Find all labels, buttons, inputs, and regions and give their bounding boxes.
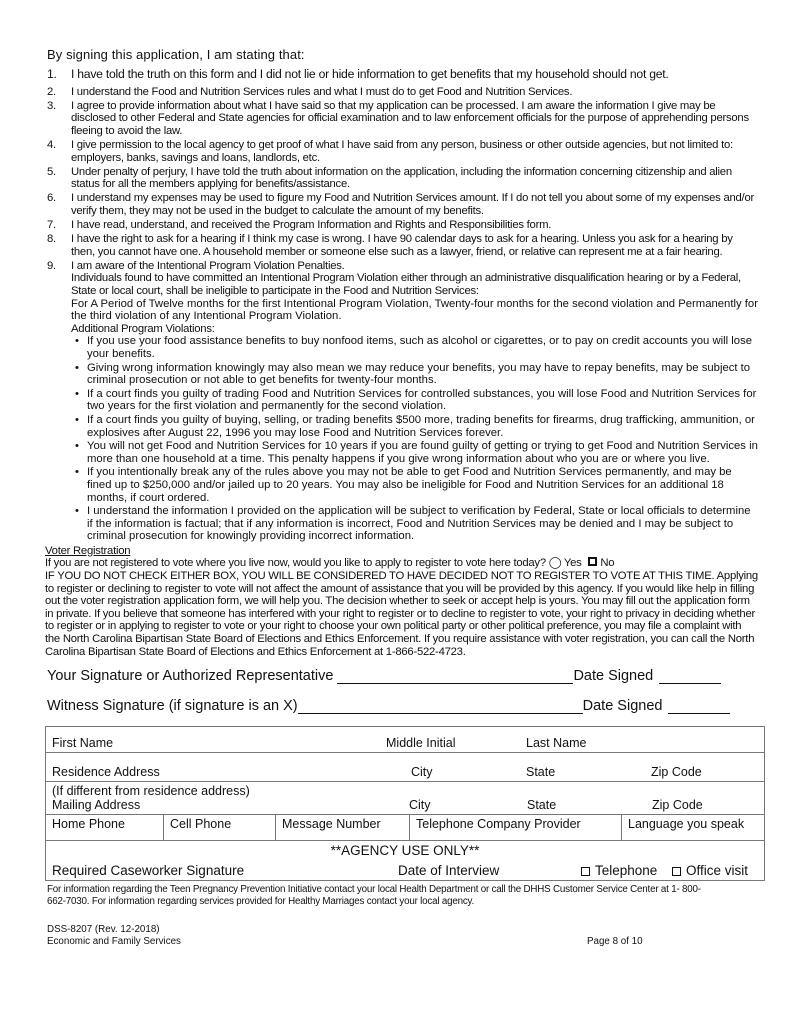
no-checkbox[interactable] <box>588 557 597 566</box>
statement-item: 7. I have read, understand, and received the Program Information and Rights and Responsibilities form. <box>47 219 552 232</box>
statement-item: 2. I understand the Food and Nutrition Services rules and what I must do to get Food and Nutrition Services. <box>47 85 573 98</box>
additional-violations-label: Additional Program Violations: <box>71 322 215 335</box>
witness-date-field[interactable] <box>668 700 730 714</box>
office-visit-checkbox[interactable] <box>672 867 681 876</box>
telephone-checkbox[interactable] <box>581 867 590 876</box>
mailing-row[interactable]: (If different from residence address) Mailing Address City State Zip Code <box>46 782 765 815</box>
statement-item: 4. I give permission to the local agency to get proof of what I have said from any person, business or other outside agencies, but not limited to: employers, banks, savings and loans, landlords, etc. <box>47 138 733 164</box>
cell-phone-cell[interactable]: Cell Phone <box>164 815 276 841</box>
violation-bullet: • If a court finds you guilty of buying, selling, or trading benefits $500 more, trading benefits for firearms, drug trafficking, ammunition, or explosives after August 22, 1996 you may lose Food and Nutrition Services forever. <box>75 414 759 439</box>
statement-item: 8. I have the right to ask for a hearing if I think my case is wrong. I have 90 calendar days to ask for a hearing. Unless you ask for a hearing by then, you cannot have one. A household member or someone else such as a lawyer, friend, or relative can represent me at a fair hearing. <box>47 233 733 258</box>
violation-bullet: • If you intentionally break any of the rules above you may not be able to get Food and Nutrition Services permanently, and may be fined up to $250,000 and/or jailed up to 20 years. You may also be ineligible for Food and Nutrition Services for an additional 18 months, if court ordered. <box>75 466 759 504</box>
agency-use-row: **AGENCY USE ONLY** Required Caseworker Signature Date of Interview Telephone Office visit <box>46 841 765 881</box>
statement-item: 9. I am aware of the Intentional Program Violation Penalties. Individuals found to have committed an Intentional Program Violation either through an administrative disqualification hearing or by a Federal, State or local court, shall be ineligible to participate in the Food and Nutrition Services: For A Period of Twelve months for the first Intentional Program Violation, Twenty-four months for the second violation and Permanently for the third violation of any Intentional Program Violation. Additional Program Violations: • If you use your food assistance benefits to buy nonfood items, such as alcohol or cigarettes, or to pay on credit accounts you will lose your benefits. • Giving wrong information knowingly may also mean we may reduce your benefits, you may have to repay benefits, may be subject to criminal prosecution or not able to get benefits for twenty-four months. • If a court finds you guilty of trading Food and Nutrition Services for controlled substances, you will lose Food and Nutrition Services for two years for the first violation and permanently for the second violation. • If a court finds you guilty of buying, selling, or trading benefits $500 more, trading benefits for firearms, drug trafficking, ammunition, or explosives after August 22, 1996 you may lose Food and Nutrition Services forever. • You will not get Food and Nutrition Services for 10 years if you are found guilty of getting or trying to get Food and Nutrition Services in more than one household at a time. This penalty happens if you give wrong information about who you are or where you live. • If you intentionally break any of the rules above you may not be able to get Food and Nutrition Services permanently, and may be fined up to $250,000 and/or jailed up to 20 years. You may also be ineligible for Food and Nutrition Services for an additional 18 months, if court ordered. • I understand the information I provided on the application will be subject to verification by Federal, State or local officials to determine if the information is factual; that if any information is incorrect, Food and Nutrition Services may be denied and I may be subject to criminal prosecution for knowingly providing incorrect information. <box>47 260 759 543</box>
voter-registration-section <box>45 545 759 658</box>
name-row[interactable]: First Name Middle Initial Last Name <box>46 727 765 753</box>
message-number-cell[interactable]: Message Number <box>276 815 410 841</box>
voter-body: IF YOU DO NOT CHECK EITHER BOX, YOU WILL BE CONSIDERED TO HAVE DECIDED NOT TO REGISTER TO VOTE AT THIS TIME. Applying to register or declining to register to vote will not affect the amount of assistance that you will be provided by this agency. If you would like help in filling out the voter registration application form, we will help you. The decision whether to seek or accept help is yours. You may fill out the application form in private. If you believe that someone has interfered with your right to register or to decline to register to vote, your right to privacy in deciding whether to register or in applying to register to vote or your right to choose your own political party or other political preference, you may file a complaint with the North Carolina Bipartisan State Board of Elections and Ethics Enforcement. If you require assistance with voter registration, you can call the North Carolina Bipartisan State Board of Elections and Ethics Enforcement at 1-866-522-4723. <box>45 570 758 658</box>
voter-heading: Voter Registration <box>45 544 131 557</box>
date-signed-field[interactable] <box>659 670 721 684</box>
violation-bullet: • I understand the information I provided on the application will be subject to verification by Federal, State or local officials to determine if the information is factual; that if any information is incorrect, Food and Nutrition Services may be denied and I may be subject to criminal prosecution for knowingly providing incorrect information. <box>75 505 759 543</box>
document-page <box>47 47 759 948</box>
statement-list <box>47 68 759 543</box>
your-signature-row: Your Signature or Authorized Representative Date Signed <box>47 662 759 684</box>
statement-item: 6. I understand my expenses may be used to figure my Food and Nutrition Services amount. If I do not tell you about some of my expenses and/or verify them, they may not be used in the budget to calculate the amount of my benefits. <box>47 192 754 217</box>
home-phone-cell[interactable]: Home Phone <box>46 815 164 841</box>
statement-item: 5. Under penalty of perjury, I have told the truth about information on the application, including the information concerning citizenship and alien status for all the members applying for benefits/assistance. <box>47 165 732 191</box>
intro-heading: By signing this application, I am stating that: <box>47 47 305 62</box>
violation-bullet: • If you use your food assistance benefits to buy nonfood items, such as alcohol or cigarettes, or to pay on credit accounts you will lose your benefits. <box>75 335 759 360</box>
footer-info: For information regarding the Teen Pregnancy Prevention Initiative contact your local Health Department or call the DHHS Customer Service Center at 1- 800-662-7030. For information regarding services provided for Healthy Marriages contact your local agency. <box>47 884 701 908</box>
yes-radio[interactable]: ◯ <box>548 557 562 570</box>
telephone-provider-cell[interactable]: Telephone Company Provider <box>410 815 622 841</box>
ipv-periods: For A Period of Twelve months for the first Intentional Program Violation, Twenty-four months for the second violation and Permanently for the third violation of any Intentional Program Violation. <box>71 297 758 323</box>
voter-question: If you are not registered to vote where you live now, would you like to apply to register to vote here today? ◯ Yes No <box>45 557 615 570</box>
witness-signature-row: Witness Signature (if signature is an X) Date Signed <box>47 692 759 714</box>
witness-signature-field[interactable] <box>298 700 583 714</box>
statement-item: 1. I have told the truth on this form and I did not lie or hide information to get benefits that my household should not get. <box>47 67 669 81</box>
applicant-info-table <box>45 726 765 881</box>
violation-bullet: • Giving wrong information knowingly may also mean we may reduce your benefits, you may have to repay benefits, may be subject to criminal prosecution or not able to get benefits for twenty-four months. <box>75 362 759 387</box>
statement-item: 3. I agree to provide information about what I have said so that my application can be processed. I am aware the information I give may be disclosed to other Federal and State agencies for official examination and to law enforcement officials for the purpose of apprehending persons fleeing to avoid the law. <box>47 99 749 137</box>
ipv-paragraph: Individuals found to have committed an Intentional Program Violation either through an administrative disqualification hearing or by a Federal, State or local court, shall be ineligible to participate in the Food and Nutrition Services: <box>71 272 741 297</box>
your-signature-field[interactable] <box>337 670 573 684</box>
page-number: Page 8 of 10 <box>587 936 643 948</box>
language-cell[interactable]: Language you speak <box>622 815 765 841</box>
violation-bullet: • If a court finds you guilty of trading Food and Nutrition Services for controlled substances, you will lose Food and Nutrition Services for two years for the first violation and permanently for the second violation. <box>75 388 759 413</box>
violation-bullet: • You will not get Food and Nutrition Services for 10 years if you are found guilty of getting or trying to get Food and Nutrition Services in more than one household at a time. This penalty happens if you give wrong information about who you are or where you live. <box>75 440 759 465</box>
residence-row[interactable]: Residence Address City State Zip Code <box>46 753 765 782</box>
violation-bullets <box>75 335 759 543</box>
form-footer: DSS-8207 (Rev. 12-2018) Economic and Family Services Page 8 of 10 <box>47 924 643 948</box>
